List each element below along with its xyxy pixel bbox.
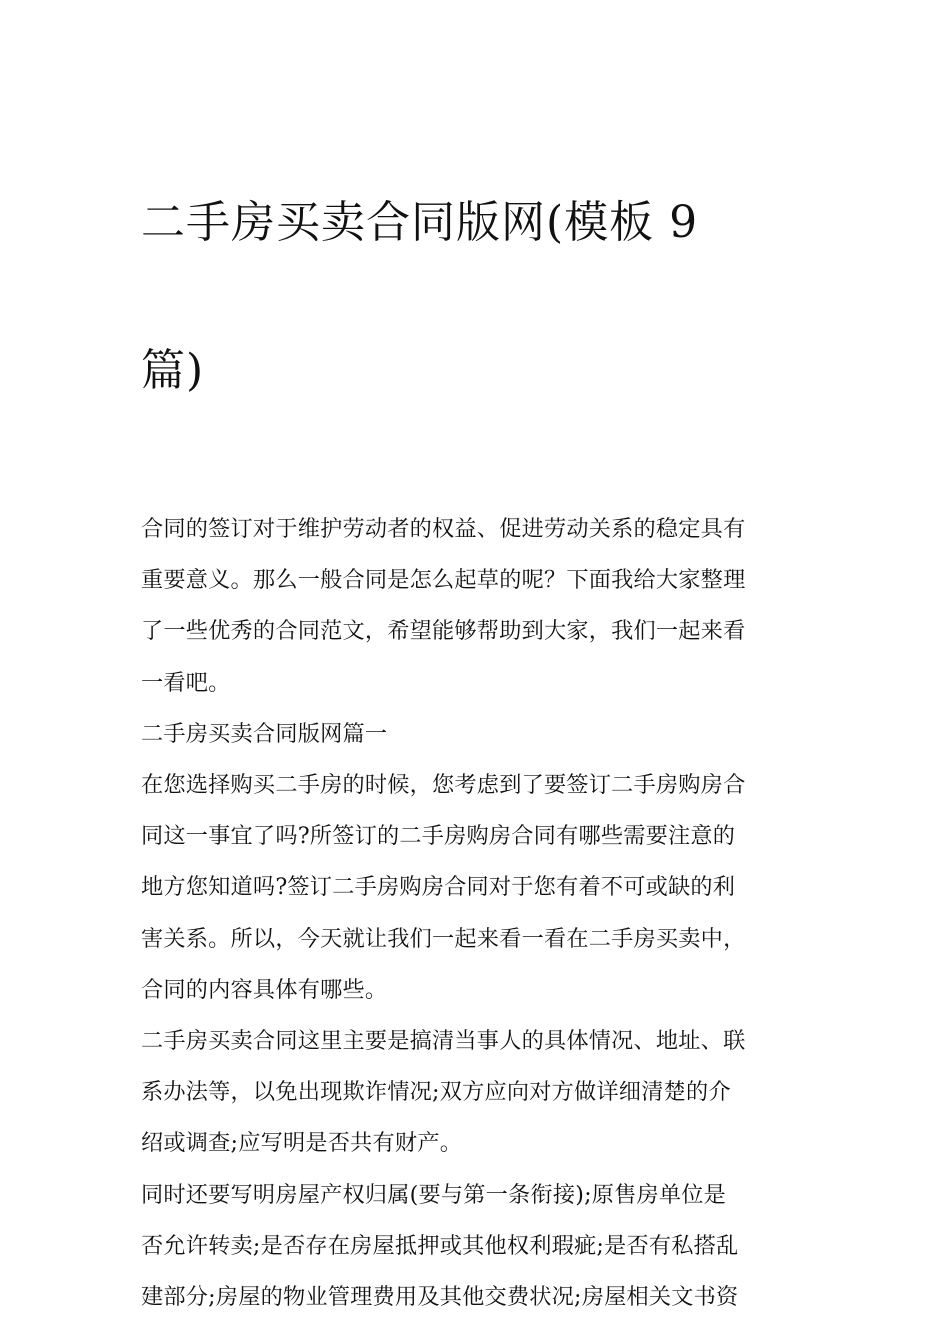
text-line: 系办法等，以免出现欺诈情况;双方应向对方做详细清楚的介: [141, 1079, 731, 1106]
text-line: 同时还要写明房屋产权归属(要与第一条衔接);原售房单位是: [141, 1181, 727, 1208]
text-line: 绍或调查;应写明是否共有财产。: [141, 1130, 463, 1157]
document-title: [141, 112, 813, 482]
text-line: 合同的内容具体有哪些。: [141, 976, 388, 1003]
body-paragraph: [141, 1016, 813, 1170]
text-line: 建部分;房屋的物业管理费用及其他交费状况;房屋相关文书资: [141, 1284, 739, 1311]
body-paragraph: [141, 1170, 813, 1323]
text-line: 害关系。所以，今天就让我们一起来看一看在二手房买卖中，: [141, 925, 746, 952]
text-line: 合同的签订对于维护劳动者的权益、促进劳动关系的稳定具有: [141, 516, 746, 542]
document-content: [141, 112, 813, 1323]
text-line: 重要意义。那么一般合同是怎么起草的呢？下面我给大家整理: [141, 567, 746, 594]
text-line: 在您选择购买二手房的时候，您考虑到了要签订二手房购房合: [141, 772, 746, 799]
body-paragraph: [141, 760, 813, 1016]
text-line: 二手房买卖合同这里主要是搞清当事人的具体情况、地址、联: [141, 1028, 746, 1055]
text-line: 同这一事宜了吗?所签订的二手房购房合同有哪些需要注意的: [141, 823, 736, 850]
title-line-2: 篇): [141, 345, 205, 396]
text-line: 二手房买卖合同版网篇一: [141, 720, 388, 747]
intro-paragraph: [141, 504, 813, 709]
text-line: 地方您知道吗?签订二手房购房合同对于您有着不可或缺的利: [141, 874, 736, 901]
text-line: 否允许转卖;是否存在房屋抵押或其他权利瑕疵;是否有私搭乱: [141, 1232, 739, 1259]
title-line-1: 二手房买卖合同版网(模板 9: [141, 197, 699, 248]
section-heading: [141, 709, 813, 760]
text-line: 一看吧。: [141, 669, 231, 696]
text-line: 了一些优秀的合同范文，希望能够帮助到大家，我们一起来看: [141, 618, 746, 645]
